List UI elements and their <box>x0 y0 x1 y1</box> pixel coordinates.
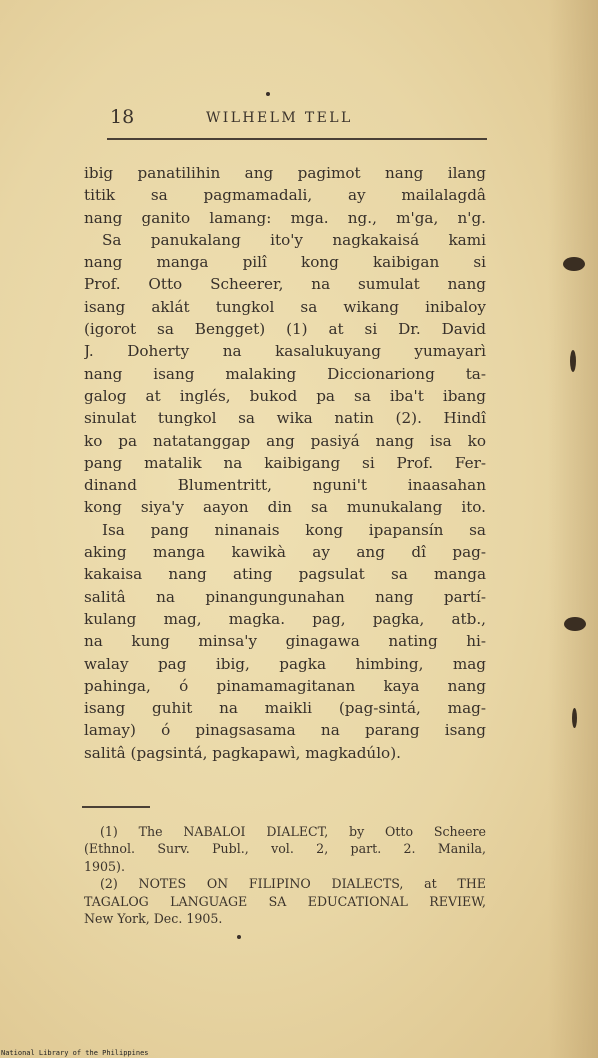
body-line: ibig panatilihin ang pagimot nang ilang <box>84 164 486 182</box>
footnote-line: (2) NOTES ON FILIPINO DIALECTS, at THE <box>100 876 486 892</box>
ink-speck <box>266 92 270 96</box>
body-line: titik sa pagmamadali, ay mailalagdâ <box>84 186 486 205</box>
body-line: pang matalik na kaibigang si Prof. Fer- <box>84 453 486 472</box>
body-line: nang ganito lamang: mga. ng., m'ga, n'g. <box>84 208 486 227</box>
body-line: Isa pang ninanais kong ipapansín sa <box>102 520 486 539</box>
body-line: walay pag ibig, pagka himbing, mag <box>84 654 486 673</box>
header-rule <box>107 138 487 140</box>
footnotes <box>84 823 486 927</box>
body-line: isang guhit na maikli (pag-sintá, mag- <box>84 699 486 718</box>
ink-speck <box>237 935 241 939</box>
body-line: Prof. Otto Scheerer, na sumulat nang <box>84 275 486 294</box>
body-line: dinand Blumentritt, nguni't inaasahan <box>84 476 486 495</box>
body-line: nang isang malaking Diccionariong ta- <box>84 364 486 383</box>
body-line: kong siya'y aayon din sa munukalang ito. <box>84 498 486 517</box>
footnote-line: TAGALOG LANGUAGE SA EDUCATIONAL REVIEW, <box>84 893 486 909</box>
body-line: ko pa natatanggap ang pasiyá nang isa ko <box>84 431 486 450</box>
body-line: (igorot sa Bengget) (1) at si Dr. David <box>84 320 486 339</box>
body-line: kakaisa nang ating pagsulat sa manga <box>84 565 486 584</box>
body-line: na kung minsa'y ginagawa nating hi- <box>84 632 486 651</box>
body-line: salitâ (pagsintá, pagkapawì, magkadúlo). <box>84 743 401 762</box>
body-line: aking manga kawikà ay ang dî pag- <box>84 543 486 562</box>
body-line: nang manga pilî kong kaibigan si <box>84 253 486 272</box>
running-title: WILHELM TELL <box>206 110 353 126</box>
body-line: galog at inglés, bukod pa sa iba't ibang <box>84 386 486 405</box>
body-line: salitâ na pinangungunahan nang partí- <box>84 587 486 606</box>
page-edge-shadow <box>548 0 598 1058</box>
page-number: 18 <box>110 106 135 128</box>
footnote-line: (1) The NABALOI DIALECT, by Otto Scheere <box>100 824 486 839</box>
body-line: sinulat tungkol sa wika natin (2). Hindî <box>84 409 486 428</box>
page-header <box>108 106 488 132</box>
punch-hole-mark <box>570 350 576 372</box>
body-line: Sa panukalang ito'y nagkakaisá kami <box>102 230 486 249</box>
footnote-rule <box>82 806 150 808</box>
body-line: pahinga, ó pinamamagitanan kaya nang <box>84 676 486 695</box>
punch-hole-mark <box>572 708 577 728</box>
footnote-line: (Ethnol. Surv. Publ., vol. 2, part. 2. Manila, <box>84 841 486 857</box>
footnote-line: 1905). <box>84 858 125 874</box>
body-text <box>84 162 486 764</box>
footnote-line: New York, Dec. 1905. <box>84 910 223 926</box>
punch-hole-mark <box>564 617 586 631</box>
body-line: J. Doherty na kasalukuyang yumayarì <box>84 342 486 361</box>
library-watermark: National Library of the Philippines <box>1 1049 149 1057</box>
body-line: kulang mag, magka. pag, pagka, atb., <box>84 609 486 628</box>
body-line: lamay) ó pinagsasama na parang isang <box>84 721 486 740</box>
punch-hole-mark <box>563 257 585 271</box>
body-line: isang aklát tungkol sa wikang inibaloy <box>84 297 486 316</box>
